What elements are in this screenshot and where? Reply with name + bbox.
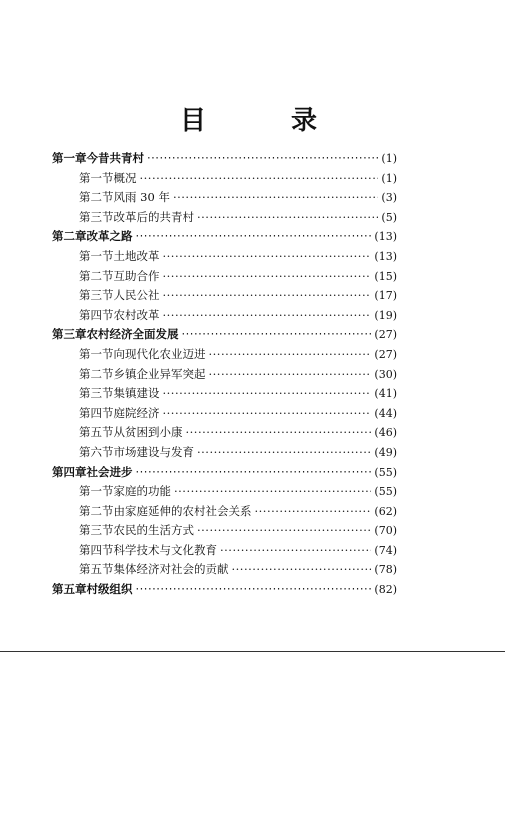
entry-title: 市场建设与发育 bbox=[113, 444, 194, 459]
entry-title: 农村改革 bbox=[113, 307, 160, 322]
entry-title: 科学技术与文化教育 bbox=[113, 542, 217, 557]
dot-leader bbox=[173, 190, 378, 204]
entry-title: 集镇建设 bbox=[113, 386, 160, 401]
entry-title: 乡镇企业异军突起 bbox=[113, 366, 206, 381]
toc-entry bbox=[52, 248, 397, 268]
entry-label: 第三节 bbox=[79, 523, 114, 538]
entry-label: 第一章 bbox=[52, 151, 87, 165]
toc-entry bbox=[52, 228, 397, 248]
entry-title: 从贫困到小康 bbox=[113, 425, 183, 440]
toc-entry bbox=[52, 385, 397, 405]
dot-leader bbox=[140, 171, 379, 185]
dot-leader bbox=[197, 445, 371, 459]
entry-page: (19) bbox=[374, 308, 397, 322]
dot-leader bbox=[209, 347, 372, 361]
entry-label: 第二节 bbox=[79, 366, 114, 381]
toc-entry bbox=[52, 424, 397, 444]
toc-entry bbox=[52, 170, 397, 190]
entry-page: (74) bbox=[374, 543, 397, 557]
entry-page: (30) bbox=[374, 367, 397, 381]
entry-page: (55) bbox=[374, 465, 397, 479]
entry-title: 庭院经济 bbox=[113, 405, 160, 420]
entry-label: 第二章 bbox=[52, 229, 87, 244]
entry-label: 第二节 bbox=[79, 190, 114, 205]
toc-entry bbox=[52, 209, 397, 229]
entry-page: (27) bbox=[374, 347, 397, 361]
entry-label: 第三节 bbox=[79, 209, 114, 224]
toc-entry bbox=[52, 522, 397, 542]
dot-leader bbox=[197, 210, 378, 224]
table-of-contents bbox=[52, 150, 397, 601]
toc-entry bbox=[52, 444, 397, 464]
entry-title: 集体经济对社会的贡献 bbox=[113, 562, 229, 577]
entry-page: (55) bbox=[374, 485, 397, 499]
entry-title: 由家庭延伸的农村社会关系 bbox=[113, 503, 252, 518]
toc-entry bbox=[52, 366, 397, 386]
entry-label: 第二节 bbox=[79, 503, 114, 518]
toc-entry bbox=[52, 326, 397, 346]
dot-leader bbox=[182, 327, 372, 341]
dot-leader bbox=[163, 406, 372, 420]
entry-page: (78) bbox=[374, 563, 397, 577]
entry-title: 今昔共青村 bbox=[86, 151, 144, 165]
dot-leader bbox=[163, 386, 372, 400]
dot-leader bbox=[197, 523, 371, 537]
toc-entry bbox=[52, 483, 397, 503]
entry-title: 家庭的功能 bbox=[113, 484, 171, 499]
dot-leader bbox=[136, 229, 372, 243]
dot-leader bbox=[232, 562, 372, 576]
dot-leader bbox=[136, 582, 372, 596]
entry-title: 农民的生活方式 bbox=[113, 523, 194, 538]
toc-entry bbox=[52, 268, 397, 288]
entry-title: 村级组织 bbox=[86, 582, 133, 597]
entry-title: 改革之路 bbox=[86, 229, 133, 244]
entry-page: (44) bbox=[374, 406, 397, 420]
entry-page: (1) bbox=[381, 171, 397, 185]
toc-entry bbox=[52, 581, 397, 601]
entry-label: 第一节 bbox=[79, 484, 114, 499]
toc-entry bbox=[52, 405, 397, 425]
dot-leader bbox=[136, 465, 372, 479]
entry-label: 第五节 bbox=[79, 425, 114, 440]
dot-leader bbox=[163, 249, 372, 263]
entry-label: 第四节 bbox=[79, 405, 114, 420]
page-title: 目 录 bbox=[179, 106, 356, 136]
entry-title: 互助合作 bbox=[113, 268, 160, 283]
entry-label: 第一节 bbox=[79, 248, 114, 263]
dot-leader bbox=[163, 308, 372, 322]
entry-title: 人民公社 bbox=[113, 288, 160, 303]
dot-leader bbox=[255, 504, 372, 518]
entry-page: (3) bbox=[381, 191, 397, 205]
entry-page: (17) bbox=[374, 289, 397, 303]
toc-entry bbox=[52, 307, 397, 327]
entry-page: (27) bbox=[374, 328, 397, 342]
toc-entry bbox=[52, 287, 397, 307]
entry-label: 第三章 bbox=[52, 327, 87, 342]
toc-entry bbox=[52, 542, 397, 562]
entry-label: 第四节 bbox=[79, 307, 114, 322]
dot-leader bbox=[174, 484, 371, 498]
entry-page: (46) bbox=[374, 426, 397, 440]
toc-entry bbox=[52, 503, 397, 523]
entry-page: (82) bbox=[374, 583, 397, 597]
entry-label: 第四节 bbox=[79, 542, 114, 557]
entry-page: (13) bbox=[374, 249, 397, 263]
toc-entry bbox=[52, 464, 397, 484]
entry-page: (70) bbox=[374, 524, 397, 538]
page-divider bbox=[0, 651, 505, 652]
entry-label: 第四章 bbox=[52, 464, 87, 479]
entry-page: (41) bbox=[374, 387, 397, 401]
entry-label: 第一节 bbox=[79, 346, 114, 361]
entry-page: (15) bbox=[374, 269, 397, 283]
entry-title: 农村经济全面发展 bbox=[86, 327, 179, 342]
entry-title: 改革后的共青村 bbox=[113, 209, 194, 224]
dot-leader bbox=[147, 151, 378, 165]
toc-entry bbox=[52, 189, 397, 209]
entry-label: 第五节 bbox=[79, 562, 114, 577]
toc-entry bbox=[52, 346, 397, 366]
dot-leader bbox=[163, 269, 372, 283]
entry-label: 第三节 bbox=[79, 386, 114, 401]
entry-label: 第三节 bbox=[79, 288, 114, 303]
entry-title: 社会进步 bbox=[86, 464, 133, 479]
entry-page: (5) bbox=[381, 210, 397, 224]
entry-title: 土地改革 bbox=[113, 248, 160, 263]
entry-label: 第一节 bbox=[79, 170, 114, 185]
entry-page: (1) bbox=[381, 152, 397, 165]
entry-page: (13) bbox=[374, 230, 397, 244]
entry-title: 风雨 30 年 bbox=[113, 190, 170, 205]
entry-label: 第六节 bbox=[79, 444, 114, 459]
entry-title: 向现代化农业迈进 bbox=[113, 346, 206, 361]
toc-entry bbox=[52, 150, 397, 170]
dot-leader bbox=[163, 288, 372, 302]
entry-title: 概况 bbox=[113, 170, 137, 185]
dot-leader bbox=[209, 367, 372, 381]
dot-leader bbox=[186, 425, 372, 439]
entry-page: (62) bbox=[374, 504, 397, 518]
dot-leader bbox=[220, 543, 371, 557]
entry-page: (49) bbox=[374, 445, 397, 459]
toc-entry bbox=[52, 561, 397, 581]
entry-label: 第二节 bbox=[79, 268, 114, 283]
entry-label: 第五章 bbox=[52, 582, 87, 597]
